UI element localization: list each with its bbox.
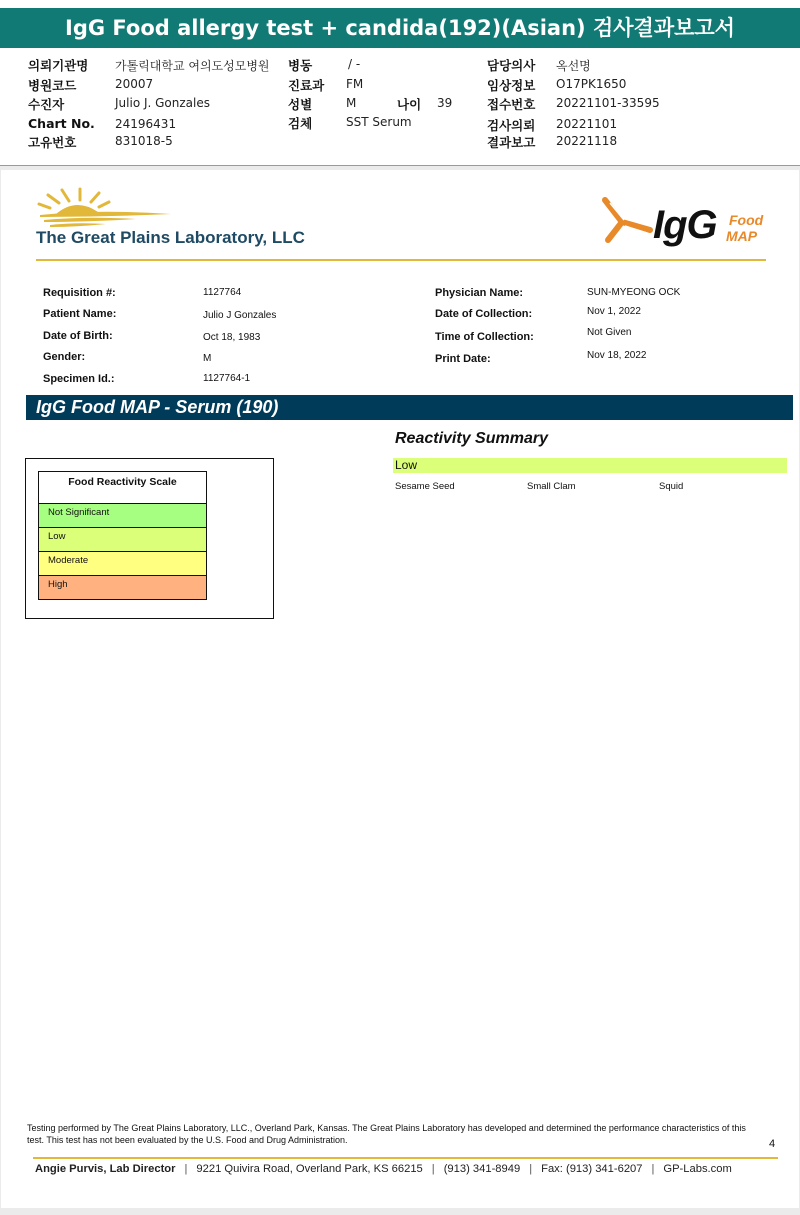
label-date-of-collection: Date of Collection:: [435, 308, 533, 320]
label-ward: 병동: [288, 58, 313, 73]
report-title: IgG Food allergy test + candida(192)(Asian) 검사결과보고서: [0, 8, 800, 48]
reactivity-level-label: Low: [395, 458, 418, 472]
label-physician-name: Physician Name:: [435, 287, 524, 299]
value-time-of-collection: Not Given: [587, 327, 632, 338]
value-specimen: SST Serum: [346, 115, 412, 129]
label-specimen-id: Specimen Id.:: [43, 373, 115, 385]
value-age: 39: [437, 96, 453, 110]
footer-gold-divider: [33, 1157, 778, 1159]
label-chart-no: Chart No.: [28, 116, 95, 131]
reactivity-summary-title: Reactivity Summary: [395, 430, 548, 447]
value-sex: M: [346, 96, 357, 110]
value-requisition: 1127764: [203, 287, 242, 298]
disclaimer-text: Testing performed by The Great Plains Laboratory, LLC., Overland Park, Kansas. The Great Plains Laboratory has developed and determined the performance characteristics of this test. This test has not been evaluated by the U.S. Food and Drug Administration.: [27, 1123, 746, 1145]
value-date-of-collection: Nov 1, 2022: [587, 306, 641, 317]
label-date-of-birth: Date of Birth:: [43, 330, 113, 342]
scale-level-moderate: Moderate: [39, 552, 206, 576]
label-print-date: Print Date:: [435, 353, 491, 365]
label-age: 나이: [397, 97, 422, 112]
footer-phone: (913) 341-8949: [443, 1163, 521, 1175]
value-gender: M: [203, 353, 212, 364]
antibody-logo-icon: [600, 196, 656, 248]
igg-logo-text: IgG: [653, 203, 717, 247]
lab-report-page: [1, 170, 799, 1208]
logo-food-text: Food: [729, 212, 764, 228]
reactivity-scale-table: [38, 471, 207, 600]
reactive-food-item: Squid: [659, 481, 684, 492]
footer-address: 9221 Quivira Road, Overland Park, KS 66215: [196, 1163, 423, 1175]
value-department: FM: [346, 77, 364, 91]
value-attending-physician: 옥선명: [556, 59, 591, 73]
value-unique-number: 831018-5: [115, 134, 173, 148]
label-attending-physician: 담당의사: [487, 58, 536, 73]
reactivity-level-bar: [393, 458, 787, 473]
label-gender: Gender:: [43, 351, 86, 363]
value-clinical-info: O17PK1650: [556, 77, 627, 91]
header-gold-divider: [36, 259, 766, 261]
label-sex: 성별: [288, 97, 313, 112]
scale-level-not-significant: Not Significant: [39, 504, 206, 528]
value-result-report: 20221118: [556, 134, 618, 148]
footer-fax: Fax: (913) 341-6207: [541, 1163, 643, 1175]
label-unique-number: 고유번호: [28, 135, 77, 150]
label-requisition: Requisition #:: [43, 287, 116, 299]
scale-title: Food Reactivity Scale: [39, 472, 206, 504]
label-requesting-institution: 의뢰기관명: [28, 58, 89, 73]
value-chart-no: 24196431: [115, 117, 177, 131]
label-hospital-code: 병원코드: [28, 78, 77, 93]
footer-contact: Angie Purvis, Lab Director | 9221 Quivira Road, Overland Park, KS 66215 | (913) 341-8949 | Fax: (913) 341-6207 | GP-Labs.com: [35, 1163, 732, 1175]
header-divider: [0, 165, 800, 166]
logo-map-text: MAP: [726, 228, 758, 244]
value-requesting-institution: 가톨릭대학교 여의도성모병원: [115, 59, 270, 73]
scale-level-low: Low: [39, 528, 206, 552]
label-receipt-number: 접수번호: [487, 97, 536, 112]
label-test-request: 검사의뢰: [487, 118, 536, 133]
label-department: 진료과: [288, 78, 325, 93]
value-date-of-birth: Oct 18, 1983: [203, 332, 261, 343]
footer-lab-director: Angie Purvis, Lab Director: [35, 1163, 176, 1175]
value-patient-name: Julio J Gonzales: [203, 310, 277, 321]
value-hospital-code: 20007: [115, 77, 154, 91]
value-physician-name: SUN-MYEONG OCK: [587, 287, 681, 298]
scale-level-high: High: [39, 576, 206, 599]
value-ward: / -: [348, 57, 361, 71]
value-test-request: 20221101: [556, 117, 618, 131]
section-title: IgG Food MAP - Serum (190): [36, 397, 279, 417]
sun-logo-icon: [36, 187, 176, 227]
value-patient: Julio J. Gonzales: [115, 96, 211, 110]
label-specimen: 검체: [288, 116, 313, 131]
label-result-report: 결과보고: [487, 135, 536, 150]
reactive-food-item: Small Clam: [527, 481, 576, 492]
reactive-food-item: Sesame Seed: [395, 481, 455, 492]
value-receipt-number: 20221101-33595: [556, 96, 660, 110]
lab-name: The Great Plains Laboratory, LLC: [36, 228, 305, 247]
page-number: 4: [769, 1138, 776, 1150]
value-print-date: Nov 18, 2022: [587, 350, 647, 361]
label-patient: 수진자: [28, 97, 65, 112]
label-patient-name: Patient Name:: [43, 308, 117, 320]
value-specimen-id: 1127764-1: [203, 373, 251, 384]
label-time-of-collection: Time of Collection:: [435, 331, 534, 343]
label-clinical-info: 임상정보: [487, 78, 536, 93]
footer-website-link[interactable]: GP-Labs.com: [663, 1163, 732, 1175]
